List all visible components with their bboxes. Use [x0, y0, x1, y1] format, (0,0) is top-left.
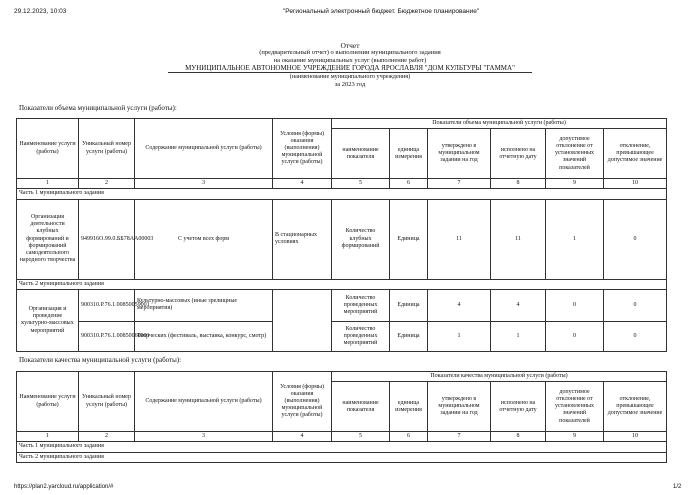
col-code: Уникальный номер услуги (работы)	[79, 372, 135, 432]
col-number: 9	[546, 432, 604, 442]
col-approved: утверждено в муниципальном задании на год	[428, 129, 491, 179]
quality-section-title: Показатели качества муниципальной услуги (работы):	[19, 356, 182, 364]
excess-value: 0	[604, 199, 667, 279]
column-numbers-row	[17, 432, 667, 442]
col-number: 6	[390, 432, 428, 442]
service-conditions: В стационарных условиях	[273, 199, 332, 279]
column-numbers-row	[17, 179, 667, 189]
col-approved: утверждено в муниципальном задании на год	[428, 382, 491, 432]
col-number: 8	[491, 179, 546, 189]
volume-table	[16, 118, 667, 352]
quality-group-header: Показатели качества муниципальной услуги (работы)	[332, 372, 667, 382]
col-name: Наименование услуги (работы)	[17, 372, 79, 432]
excess-value: 0	[604, 289, 667, 321]
col-deviation: допустимое отклонение от установленных значений показателей	[546, 129, 604, 179]
service-content: Творческих (фестиваль, выставка, конкурс, смотр)	[135, 321, 273, 351]
col-number: 7	[428, 432, 491, 442]
deviation-value: 0	[546, 289, 604, 321]
col-content: Содержание муниципальной услуги (работы)	[135, 372, 273, 432]
part1-label: Часть 1 муниципального задания	[17, 189, 667, 199]
service-content: Культурно-массовых (иные зрелищные мероприятия)	[135, 289, 273, 321]
quality-part1-label: Часть 1 муниципального задания	[17, 442, 667, 452]
deviation-value: 1	[546, 199, 604, 279]
report-year: за 2023 год	[334, 81, 366, 88]
col-code: Уникальный номер услуги (работы)	[79, 119, 135, 179]
table-row	[17, 321, 667, 351]
col-number: 6	[390, 179, 428, 189]
col-number: 9	[546, 179, 604, 189]
table-row	[17, 289, 667, 321]
table-row	[17, 199, 667, 279]
approved-value: 1	[428, 321, 491, 351]
service-content: С учетом всех форм	[135, 199, 273, 279]
print-datetime: 29.12.2023, 10:03	[14, 8, 67, 15]
service-conditions	[273, 289, 332, 351]
col-number: 10	[604, 432, 667, 442]
volume-section-title: Показатели объема муниципальной услуги (работы):	[19, 104, 177, 112]
col-indicator: наименование показателя	[332, 382, 390, 432]
col-excess: отклонение, превышающее допустимое значение	[604, 129, 667, 179]
report-subtitle: (предварительный отчет) о выполнении муниципального задания	[259, 49, 441, 56]
col-indicator: наименование показателя	[332, 129, 390, 179]
col-excess: отклонение, превышающее допустимое значение	[604, 382, 667, 432]
col-deviation: допустимое отклонение от установленных значений показателей	[546, 382, 604, 432]
quality-table	[16, 371, 667, 463]
unit: Единица	[390, 199, 428, 279]
approved-value: 4	[428, 289, 491, 321]
col-number: 7	[428, 179, 491, 189]
service-code: 900310.Р.76.1.00850060001	[79, 321, 135, 351]
col-unit: единица измерения	[390, 129, 428, 179]
excess-value: 0	[604, 321, 667, 351]
col-number: 5	[332, 179, 390, 189]
service-name: Организация деятельности клубных формирований и формирований самодеятельного народного творчества	[17, 199, 79, 279]
executed-value: 1	[491, 321, 546, 351]
executed-value: 11	[491, 199, 546, 279]
service-code: 949916О.99.0.ББ78АА00003	[79, 199, 135, 279]
col-number: 1	[17, 432, 79, 442]
approved-value: 11	[428, 199, 491, 279]
col-content: Содержание муниципальной услуги (работы)	[135, 119, 273, 179]
report-title: Отчет	[340, 41, 360, 50]
col-number: 2	[79, 432, 135, 442]
part2-label: Часть 2 муниципального задания	[17, 279, 667, 289]
unit: Единица	[390, 289, 428, 321]
report-subtitle2: на оказание муниципальных услуг (выполнение работ)	[273, 57, 427, 64]
col-number: 5	[332, 432, 390, 442]
indicator-name: Количество проведенных мероприятий	[332, 321, 390, 351]
deviation-value: 0	[546, 321, 604, 351]
col-number: 4	[273, 179, 332, 189]
indicator-name: Количество проведенных мероприятий	[332, 289, 390, 321]
col-number: 3	[135, 432, 273, 442]
col-conditions: Условия (формы) оказания (выполнения) муниципальной услуги (работы)	[273, 119, 332, 179]
service-code: 900310.Р.76.1.00850059001	[79, 289, 135, 321]
indicator-name: Количество клубных формирований	[332, 199, 390, 279]
col-unit: единица измерения	[390, 382, 428, 432]
page-number: 1/2	[673, 484, 682, 490]
volume-group-header: Показатели объема муниципальной услуги (работы)	[332, 119, 667, 129]
organization-name: МУНИЦИПАЛЬНОЕ АВТОНОМНОЕ УЧРЕЖДЕНИЕ ГОРОДА ЯРОСЛАВЛЯ "ДОМ КУЛЬТУРЫ "ГАММА"	[168, 64, 532, 73]
executed-value: 4	[491, 289, 546, 321]
unit: Единица	[390, 321, 428, 351]
col-number: 4	[273, 432, 332, 442]
service-name: Организация и проведение культурно-массовых мероприятий	[17, 289, 79, 351]
quality-part2-label: Часть 2 муниципального задания	[17, 452, 667, 462]
col-name: Наименование услуги (работы)	[17, 119, 79, 179]
col-number: 3	[135, 179, 273, 189]
col-conditions: Условия (формы) оказания (выполнения) муниципальной услуги (работы)	[273, 372, 332, 432]
col-executed: исполнено на отчетную дату	[491, 382, 546, 432]
page-url: https://plan2.yarcloud.ru/application/#	[14, 484, 114, 490]
col-number: 10	[604, 179, 667, 189]
col-number: 2	[79, 179, 135, 189]
col-executed: исполнено на отчетную дату	[491, 129, 546, 179]
col-number: 1	[17, 179, 79, 189]
app-title: "Региональный электронный бюджет. Бюджетное планирование"	[283, 8, 480, 15]
organization-caption: (наименование муниципального учреждения)	[289, 73, 411, 80]
col-number: 8	[491, 432, 546, 442]
